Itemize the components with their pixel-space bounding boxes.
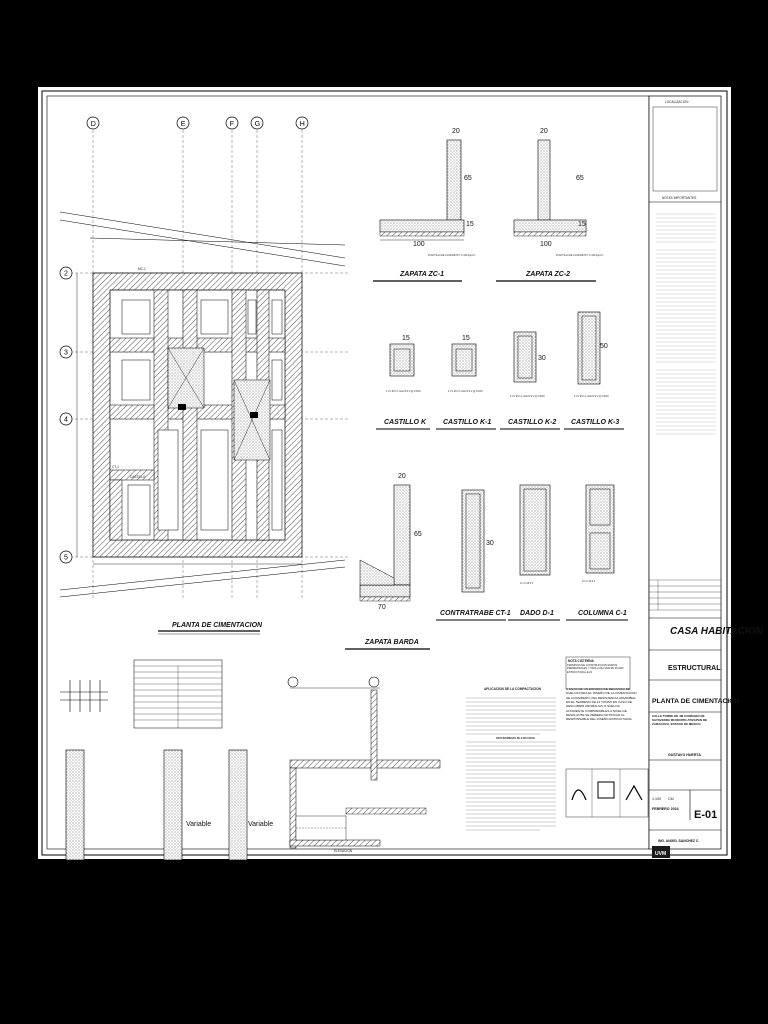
castillo-k3-title: CASTILLO K-3 [571,419,620,426]
nota-title: NOTA CISTERNA [568,659,594,663]
axis-label-3: 3 [64,349,68,357]
notas-label: NOTAS IMPORTANTES [662,196,697,200]
axis-label-4: 4 [64,416,68,424]
castillo-k2-title: CASTILLO K-2 [508,419,557,426]
discipline: ESTRUCTURAL [668,665,721,672]
muro-title-1: MURO M-1 [164,878,195,884]
barda-title: ZAPATA BARDA [365,639,419,646]
cisterna-title: DETALLE DE CISTERNA [305,878,375,884]
plan-label-ct1: CT-1 [112,465,119,469]
dado-note: 12 V's Ø # 5 [520,582,534,585]
escala: 1:100 [652,797,661,801]
sheet-key: E-01 [694,809,718,821]
nota-body: TERMINOS DE CONSTRUCCION MUROS PERIMETRALES Y TAPA LOSA VER EN PLANO ESTRUCTURAL E-01 [567,664,624,674]
castillo-k3-dim: 50 [600,343,608,350]
ct1-dim: 30 [486,540,494,547]
muro-title-0: MURO MC-1 [78,878,113,884]
cisterna-elevacion: ELEVACION [334,849,353,853]
zc2-dim-20: 20 [540,128,548,135]
procedimiento-title: PROCEDIMIENTO DE EJECUCION [496,737,535,740]
zc1-note: PLANTILLA DE CONCRETO f´c=100 kg/cm² [428,254,476,257]
plan-label-mc1: MC-1 [138,267,146,271]
soil-warning-text: A FALTA DE UN ESTUDIO DE MECANICA DE SUELOS PARA EL DISEÑO DE LA CIMENTACION SE CONSIDERO UNA RESISTENCIA ADMISIBLE EN EL TERRENO DE 12 TON/M² EN CASO DE DESCUBRIR ANOMALIAS O SUELOS ALTAMENTE COMPRESIBLES A NIVEL DE DESPLANTE SE DEBERA NOTIFICAR AL RESPONSABLE DEL DISEÑO ESTRUCTURAL [566,687,637,722]
castillo-k3-note: 6 V's Ø # 4 1 Est Ø # 2 @ 15CM [574,395,609,398]
zc2-dim-65: 65 [576,175,584,182]
fecha: FEBRERO 2024 [652,807,679,811]
castillo-k2-note: 6 V's Ø # 4 1 Est Ø # 2 @ 15CM [510,395,545,398]
axis-label-g: G [254,121,261,128]
axis-label-e: E [180,121,186,128]
zc2-note: PLANTILLA DE CONCRETO f´c=100 kg/cm² [556,254,604,257]
symbol-strip [566,769,648,817]
castillo-k-dim: 15 [402,335,410,342]
cotas: CM [668,797,674,801]
zc1-dim-20: 20 [452,128,460,135]
aplicacion-title: APLICACION DE LA COMPACTACION [484,687,541,691]
castillo-k-note: 4 V's Ø # 3 1 Est Ø # 2 @ 15CM [386,390,421,393]
castillo-k-title: CASTILLO K [384,419,426,426]
barda-dim-65: 65 [414,531,422,538]
muro-m1-variable: Variable [186,821,212,828]
muro-m2-variable: Variable [248,821,274,828]
owner: GUSTAVO HUERTA [668,753,701,757]
castillo-k1-dim: 15 [462,335,470,342]
plan-label-castillo: CASTILLO [130,475,146,479]
barda-dim-20: 20 [398,473,406,480]
zc2-title: ZAPATA ZC-2 [526,271,571,278]
address: CALLE TORRE DE 4M CONDADO DE SAYAVEDRA MUNICIPIO ATIZAPAN DE ZARAGOZA, ESTADO DE MEXICO [652,714,708,727]
drawn-by: ING. ANGEL SANCHEZ C. [658,839,700,843]
castillo-k1-title: CASTILLO K-1 [443,419,492,426]
logo-text: UVM [655,851,667,857]
columna-note: 10 V's Ø # 5 [582,580,596,583]
dado-title: DADO D-1 [520,610,554,617]
axis-label-5: 5 [64,554,68,562]
axis-label-d: D [90,121,96,128]
axis-label-2: 2 [64,270,68,278]
columna-title: COLUMNA C-1 [578,610,627,617]
axis-label-f: F [229,121,234,128]
project-name: CASA HABITACION [670,626,763,637]
plan-title: PLANTA DE CIMENTACION [172,622,263,629]
localizacion-label: LOCALIZACION [665,100,689,104]
sheet-name: PLANTA DE CIMENTACION [652,698,740,705]
zc2-dim-15: 15 [578,221,586,228]
nota-cisterna [566,657,630,690]
axis-label-h: H [299,121,305,128]
soil-warning [566,687,638,755]
zc1-dim-100: 100 [413,241,425,248]
zc1-dim-15: 15 [466,221,474,228]
zc1-dim-65: 65 [464,175,472,182]
barda-dim-70: 70 [378,604,386,611]
zc1-title: ZAPATA ZC-1 [400,271,445,278]
castillo-k1-note: 4 V's Ø # 3 1 Est Ø # 2 @ 15CM [448,390,483,393]
zc2-dim-100: 100 [540,241,552,248]
castillo-k2-dim: 30 [538,355,546,362]
uvm-logo [652,846,670,858]
ct1-title: CONTRATRABE CT-1 [440,610,511,617]
muro-title-2: MURO M-2 [226,878,257,884]
